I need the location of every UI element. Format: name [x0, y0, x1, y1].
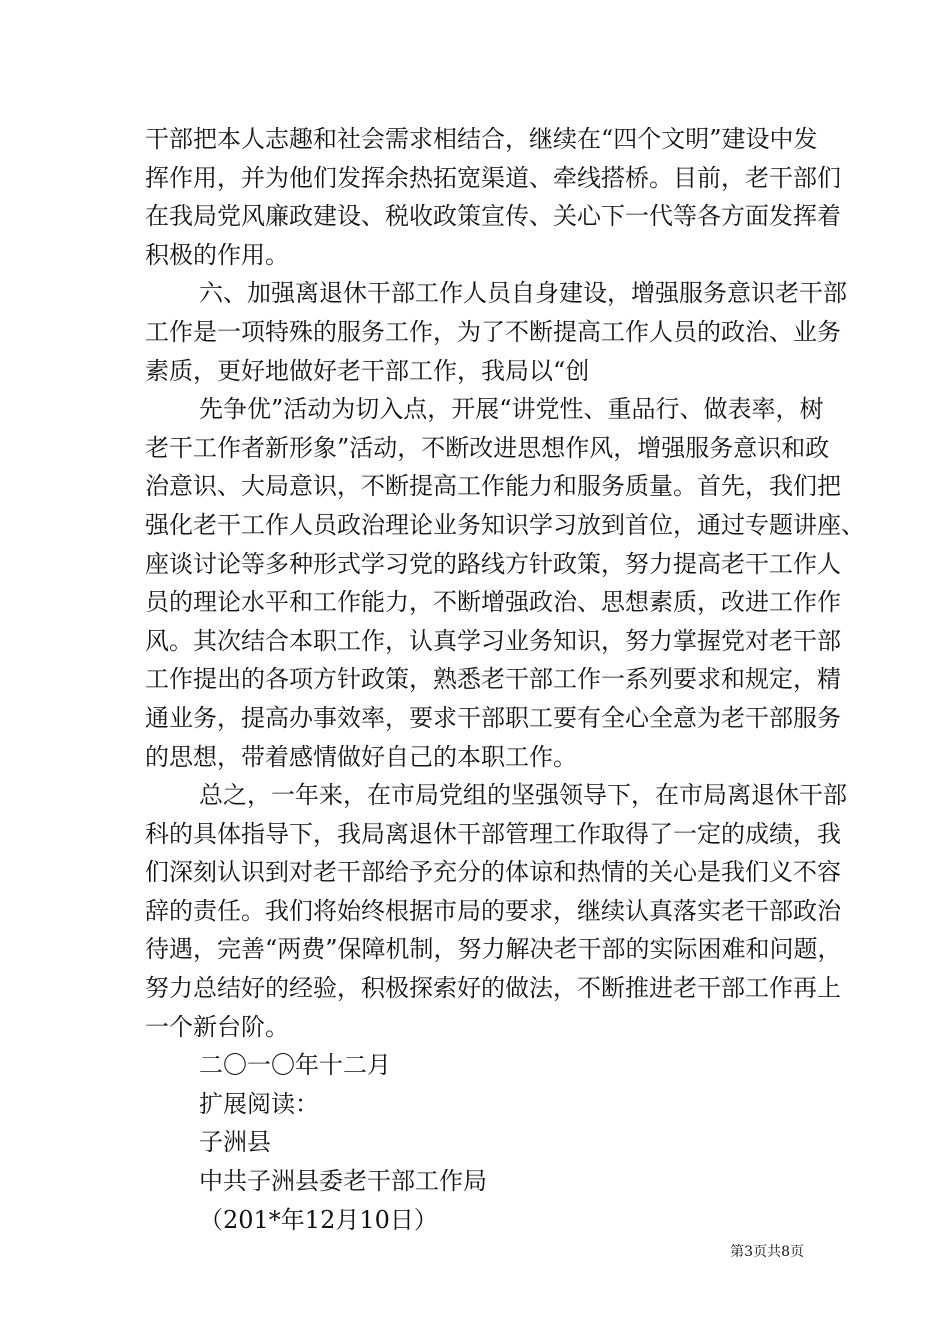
document-body	[145, 120, 865, 1239]
date-parenthetical-line: （201*年12月10日）	[199, 1205, 438, 1234]
section-six-heading-line: 六、加强离退休干部工作人员自身建设，增强服务意识老干部	[199, 279, 847, 308]
extended-reading-label: 扩展阅读：	[199, 1089, 319, 1118]
text-line: 的思想，带着感情做好自己的本职工作。	[145, 742, 577, 771]
text-line: 干部把本人志趣和社会需求相结合，继续在“四个文明”建设中发	[145, 125, 818, 153]
text-line: 先争优”活动为切入点，开展“讲党性、重品行、做表率，树	[199, 395, 824, 424]
text-line: 座谈讨论等多种形式学习党的路线方针政策，努力提高老干工作人	[145, 549, 841, 578]
text-line: 素质，更好地做好老干部工作，我局以“创	[145, 356, 590, 385]
text-line: 老干工作者新形象”活动，不断改进思想作风，增强服务意识和政	[145, 433, 830, 462]
text-line: 在我局党风廉政建设、税收政策宣传、关心下一代等各方面发挥着	[145, 202, 841, 231]
text-line: 积极的作用。	[145, 240, 289, 269]
text-line: 工作提出的各项方针政策，熟悉老干部工作一系列要求和规定，精	[145, 665, 841, 694]
summary-paragraph-line: 总之，一年来，在市局党组的坚强领导下，在市局离退休干部	[199, 781, 847, 810]
page-number: 第3页共8页	[730, 1244, 804, 1260]
text-line: 努力总结好的经验，积极探索好的做法，不断推进老干部工作再上	[145, 974, 841, 1003]
text-line: 风。其次结合本职工作，认真学习业务知识，努力掌握党对老干部	[145, 626, 841, 655]
text-line: 挥作用，并为他们发挥余热拓宽渠道、牵线搭桥。目前，老干部们	[145, 163, 841, 192]
text-line: 科的具体指导下，我局离退休干部管理工作取得了一定的成绩，我	[145, 819, 841, 848]
text-line: 待遇，完善“两费”保障机制，努力解决老干部的实际困难和问题，	[145, 935, 842, 964]
text-line: 们深刻认识到对老干部给予充分的体谅和热情的关心是我们义不容	[145, 858, 841, 887]
organization-line: 中共子洲县委老干部工作局	[199, 1167, 487, 1196]
text-line: 一个新台阶。	[145, 1012, 289, 1041]
date-line: 二〇一〇年十二月	[199, 1051, 391, 1080]
text-line: 员的理论水平和工作能力，不断增强政治、思想素质，改进工作作	[145, 588, 841, 617]
text-line: 强化老干工作人员政治理论业务知识学习放到首位，通过专题讲座、	[145, 510, 865, 539]
text-line: 治意识、大局意识，不断提高工作能力和服务质量。首先，我们把	[145, 472, 841, 501]
text-line: 工作是一项特殊的服务工作，为了不断提高工作人员的政治、业务	[145, 317, 841, 346]
text-line: 通业务，提高办事效率，要求干部职工要有全心全意为老干部服务	[145, 703, 841, 732]
text-line: 辞的责任。我们将始终根据市局的要求，继续认真落实老干部政治	[145, 896, 841, 925]
county-line: 子洲县	[199, 1128, 271, 1157]
